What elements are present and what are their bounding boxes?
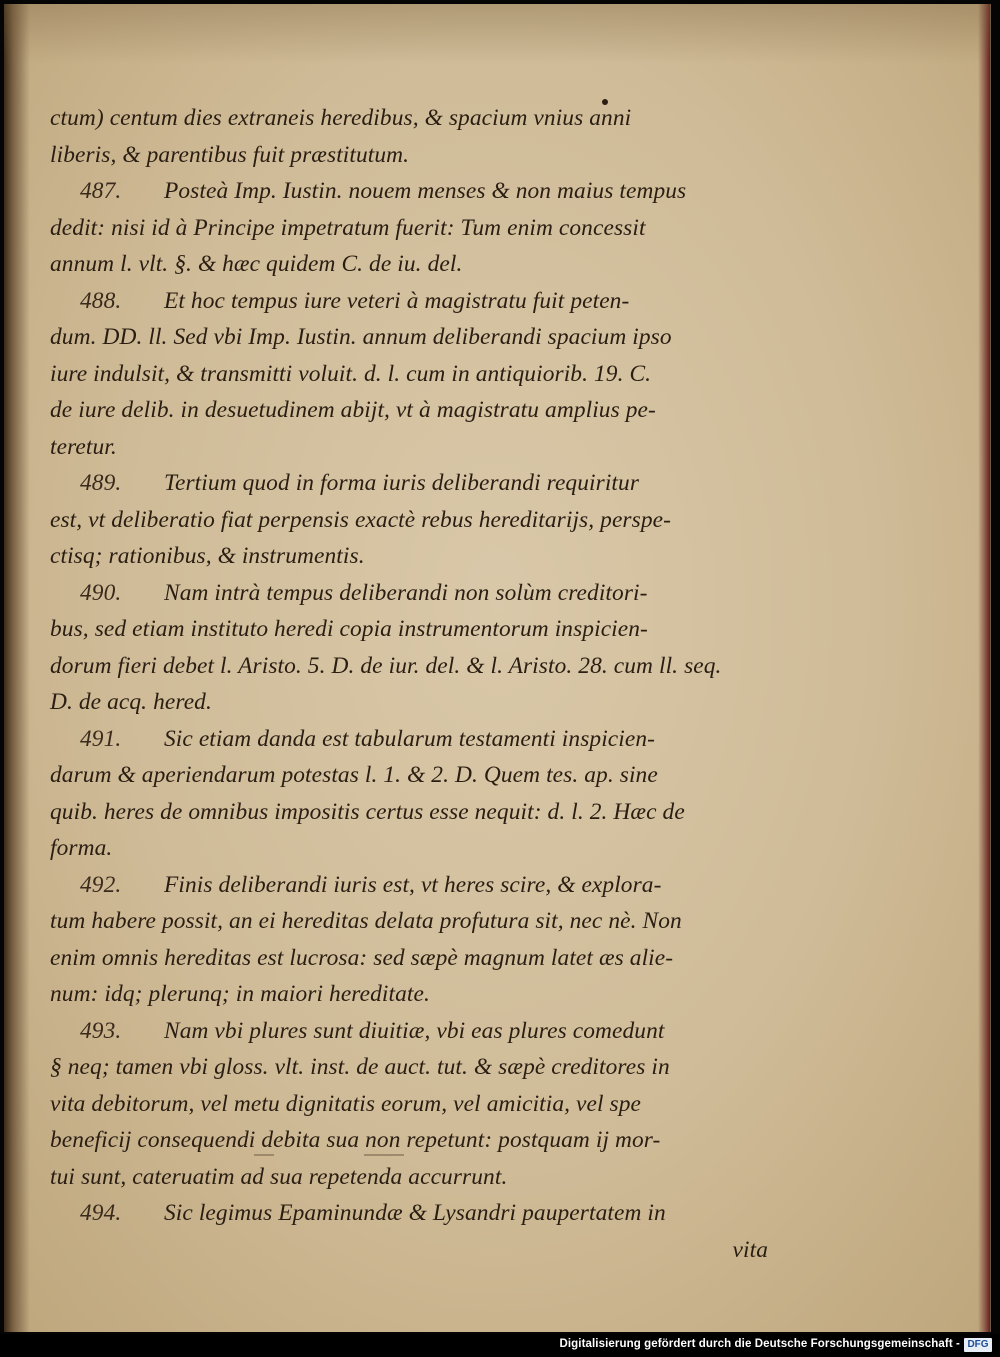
line-text: vita debitorum, vel metu dignitatis eorum, vel amicitia, vel spe: [50, 1090, 642, 1117]
line-text: teretur.: [50, 433, 117, 460]
line-text: ctisq; rationibus, & instrumentis.: [50, 543, 365, 569]
line-text: Posteà Imp. Iustin. nouem menses & non maius tempus: [164, 178, 687, 204]
text-line: [50, 721, 790, 758]
text-line: [50, 283, 790, 320]
text-line: [50, 1159, 790, 1196]
text-line: [50, 684, 790, 721]
paragraph-number: 488.: [80, 287, 122, 314]
line-text: § neq; tamen vbi gloss. vlt. inst. de auct. tut. & sæpè creditores in: [50, 1054, 670, 1080]
text-line: [50, 648, 790, 685]
line-text: bus, sed etiam instituto heredi copia instrumentorum inspicien-: [50, 616, 648, 642]
line-text: darum & aperiendarum potestas l. 1. & 2. D. Quem tes. ap. sine: [50, 762, 658, 788]
funding-credit: Digitalisierung gefördert durch die Deutsche Forschungsgemeinschaft -: [559, 1338, 960, 1350]
text-line: [50, 137, 790, 174]
text-line: [50, 538, 790, 575]
line-text: Finis deliberandi iuris est, vt heres scire, & explora-: [164, 871, 662, 898]
paragraph-number: 491.: [80, 725, 122, 752]
paragraph-number: 493.: [80, 1017, 122, 1044]
line-text: Sic etiam danda est tabularum testamenti inspicien-: [164, 725, 656, 752]
line-text: Sic legimus Epaminundæ & Lysandri paupertatem in: [164, 1200, 666, 1226]
footer-bar: [0, 1334, 1000, 1357]
text-line: [50, 867, 790, 904]
text-line: [50, 356, 790, 393]
text-line: [50, 1195, 790, 1232]
line-text: Et hoc tempus iure veteri à magistratu fuit peten-: [164, 287, 630, 314]
text-line: [50, 976, 790, 1013]
text-line: [50, 210, 790, 247]
text-line: [50, 1122, 790, 1159]
line-text: tui sunt, cateruatim ad sua repetenda accurrunt.: [50, 1163, 508, 1190]
line-text: iure indulsit, & transmitti voluit. d. l. cum in antiquiorib. 19. C.: [50, 360, 652, 387]
catchword: vita: [732, 1236, 768, 1263]
paragraph-number: 490.: [80, 579, 122, 606]
line-text: de iure delib. in desuetudinem abijt, vt à magistratu amplius pe-: [50, 397, 656, 423]
line-text: annum l. vlt. §. & hæc quidem C. de iu. del.: [50, 251, 463, 277]
smudge-marks: [254, 1154, 414, 1160]
line-text: tum habere possit, an ei hereditas delata profutura sit, nec nè. Non: [50, 908, 682, 934]
line-text: est, vt deliberatio fiat perpensis exactè rebus hereditarijs, perspe-: [50, 506, 671, 533]
book-page: [4, 4, 991, 1332]
text-line: [50, 575, 790, 612]
line-text: enim omnis hereditas est lucrosa: sed sæpè magnum latet æs alie-: [50, 944, 674, 971]
text-line: [50, 903, 790, 940]
text-line: [50, 319, 790, 356]
line-text: beneficij consequendi debita sua non repetunt: postquam ij mor-: [50, 1127, 661, 1153]
line-text: Nam intrà tempus deliberandi non solùm creditori-: [164, 579, 648, 606]
paragraph-number: 489.: [80, 470, 122, 496]
page-stain: [4, 4, 990, 64]
line-text: dum. DD. ll. Sed vbi Imp. Iustin. annum deliberandi spacium ipso: [50, 324, 672, 350]
paragraph-number: 494.: [80, 1200, 122, 1226]
line-text: liberis, & parentibus fuit præstitutum.: [50, 141, 410, 168]
text-line: [50, 1086, 790, 1123]
line-text: ctum) centum dies extraneis heredibus, & spacium vnius anni: [50, 105, 632, 131]
page-edge: [978, 4, 990, 1332]
line-text: forma.: [50, 835, 113, 861]
line-text: Nam vbi plures sunt diuitiæ, vbi eas plures comedunt: [164, 1017, 665, 1044]
text-line: [50, 830, 790, 867]
text-line: [50, 100, 790, 137]
text-line: [50, 465, 790, 502]
body-text: [50, 100, 790, 1268]
line-text: Tertium quod in forma iuris deliberandi requiritur: [164, 470, 640, 496]
line-text: quib. heres de omnibus impositis certus esse nequit: d. l. 2. Hæc de: [50, 798, 685, 825]
dfg-logo-icon: DFG: [964, 1338, 992, 1352]
text-line: [50, 173, 790, 210]
text-line: [50, 1049, 790, 1086]
text-line: [50, 429, 790, 466]
text-line: [50, 1013, 790, 1050]
spine-shadow: [4, 4, 30, 1332]
text-line: [50, 757, 790, 794]
line-text: num: idq; plerunq; in maiori hereditate.: [50, 981, 430, 1007]
paragraph-number: 492.: [80, 871, 122, 898]
line-text: D. de acq. hered.: [50, 689, 212, 715]
text-line: [50, 611, 790, 648]
text-line: [50, 502, 790, 539]
text-line: [50, 794, 790, 831]
text-line: [50, 246, 790, 283]
text-line: [50, 392, 790, 429]
paragraph-number: 487.: [80, 178, 122, 204]
text-line: [50, 940, 790, 977]
line-text: dedit: nisi id à Principe impetratum fuerit: Tum enim concessit: [50, 214, 646, 241]
line-text: dorum fieri debet l. Aristo. 5. D. de iur. del. & l. Aristo. 28. cum ll. seq.: [50, 652, 722, 679]
